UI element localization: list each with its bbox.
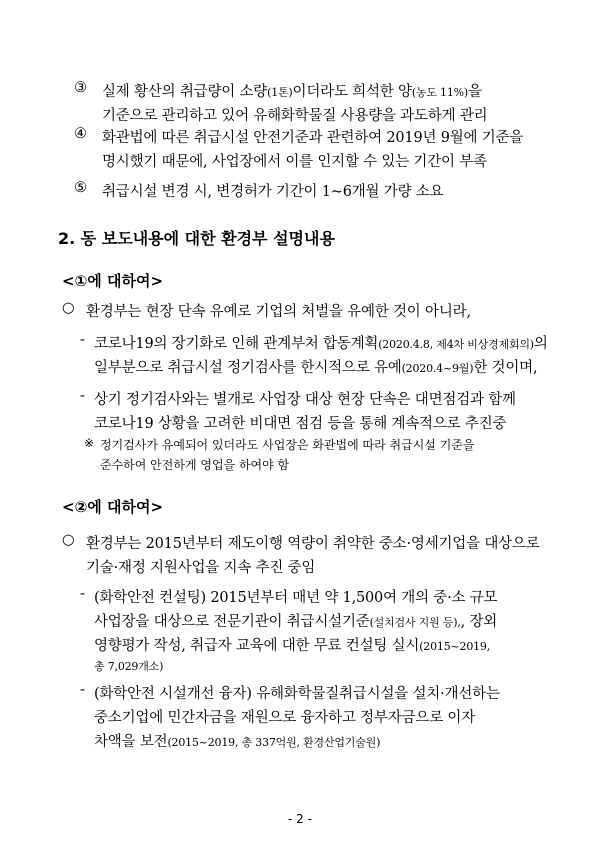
- item-marker: ④: [74, 126, 87, 142]
- text-run-small: (1톤): [267, 86, 293, 99]
- circle-bullet-line: 환경부는 2015년부터 제도이행 역량이 취약한 중소·영세기업을 대상으로: [86, 536, 540, 552]
- dash-line: [94, 332, 548, 353]
- text-run: 영향평가 작성, 취급자 교육에 대한 무료 컨설팅 실시: [94, 638, 420, 654]
- dash-line: [94, 610, 497, 631]
- dash-marker: -: [80, 332, 85, 348]
- item-line: 기준으로 관리하고 있어 유해화학물질 사용량을 과도하게 관리: [102, 108, 488, 124]
- item-marker: ③: [74, 80, 87, 96]
- item-line: 명시했기 때문에, 사업장에서 이를 인지할 수 있는 기간이 부족: [102, 154, 487, 170]
- circle-bullet-line: 기술·재정 지원사업을 지속 추진 중임: [86, 560, 316, 576]
- text-run: 코로나19의 장기화로 인해 관계부처 합동계획: [94, 336, 379, 352]
- subsection-heading-2: <②에 대하여>: [62, 498, 164, 516]
- text-run-small: (2020.4.8, 제4차 비상경제회의): [378, 338, 534, 351]
- text-run-small: (농도 11%): [411, 86, 468, 99]
- dash-line: (화학안전 시설개선 융자) 유해화학물질취급시설을 설치·개선하는: [94, 686, 500, 702]
- item-marker: ⑤: [74, 180, 87, 196]
- circle-bullet-marker: ○: [62, 300, 75, 316]
- page-number: - 2 -: [288, 812, 312, 826]
- dash-line: [94, 634, 490, 655]
- subsection-heading-1: <①에 대하여>: [62, 272, 164, 290]
- text-run-small: (2015~2019, 총 337억원, 환경산업기술원): [167, 736, 381, 749]
- dash-marker: -: [80, 682, 85, 698]
- dash-line: 상기 정기검사와는 별개로 사업장 대상 현장 단속은 대면점검과 함께: [94, 392, 516, 408]
- item-line: 화관법에 따른 취급시설 안전기준과 관련하여 2019년 9월에 기준을: [102, 130, 524, 146]
- text-run: 사업장을 대상으로 전문기관이 취급시설기준: [94, 614, 370, 630]
- circle-bullet-marker: ○: [62, 532, 75, 548]
- item-line: [102, 80, 482, 101]
- circle-bullet-text: 환경부는 현장 단속 유예로 기업의 처벌을 유예한 것이 아니라,: [86, 304, 471, 320]
- dash-line: 코로나19 상황을 고려한 비대면 점검 등을 통해 계속적으로 추진중: [94, 416, 507, 432]
- text-run: 실제 황산의 취급량이 소량: [102, 84, 268, 100]
- text-run: , 장외: [460, 614, 498, 630]
- dash-line: [94, 730, 380, 751]
- note-line: 준수하여 안전하게 영업을 하여야 함: [100, 458, 290, 472]
- text-run-small: (설치검사 지원 등),: [369, 616, 461, 629]
- text-run: 을: [468, 84, 482, 100]
- text-run-small: (2020.4~9월): [401, 362, 474, 375]
- text-run: 한 것이며,: [473, 360, 538, 376]
- note-marker: ※: [84, 436, 95, 450]
- text-run: 이더라도 희석한 양: [292, 84, 412, 100]
- dash-line: [94, 356, 537, 377]
- dash-line: 총 7,029개소): [94, 660, 164, 673]
- dash-marker: -: [80, 586, 85, 602]
- text-run-small: (2015~2019,: [419, 640, 491, 653]
- note-line: 정기검사가 유예되어 있더라도 사업장은 화관법에 따라 취급시설 기준을: [100, 438, 475, 452]
- item-line: 취급시설 변경 시, 변경허가 기간이 1~6개월 가량 소요: [102, 184, 444, 200]
- text-run: 의: [533, 336, 548, 352]
- dash-line: (화학안전 컨설팅) 2015년부터 매년 약 1,500여 개의 중·소 규모: [94, 590, 498, 606]
- text-run: 차액을 보전: [94, 734, 168, 750]
- dash-marker: -: [80, 388, 85, 404]
- dash-line: 중소기업에 민간자금을 재원으로 융자하고 정부자금으로 이자: [94, 710, 476, 726]
- text-run: 일부분으로 취급시설 정기검사를 한시적으로 유예: [94, 360, 402, 376]
- section-title: 2. 동 보도내용에 대한 환경부 설명내용: [58, 229, 335, 248]
